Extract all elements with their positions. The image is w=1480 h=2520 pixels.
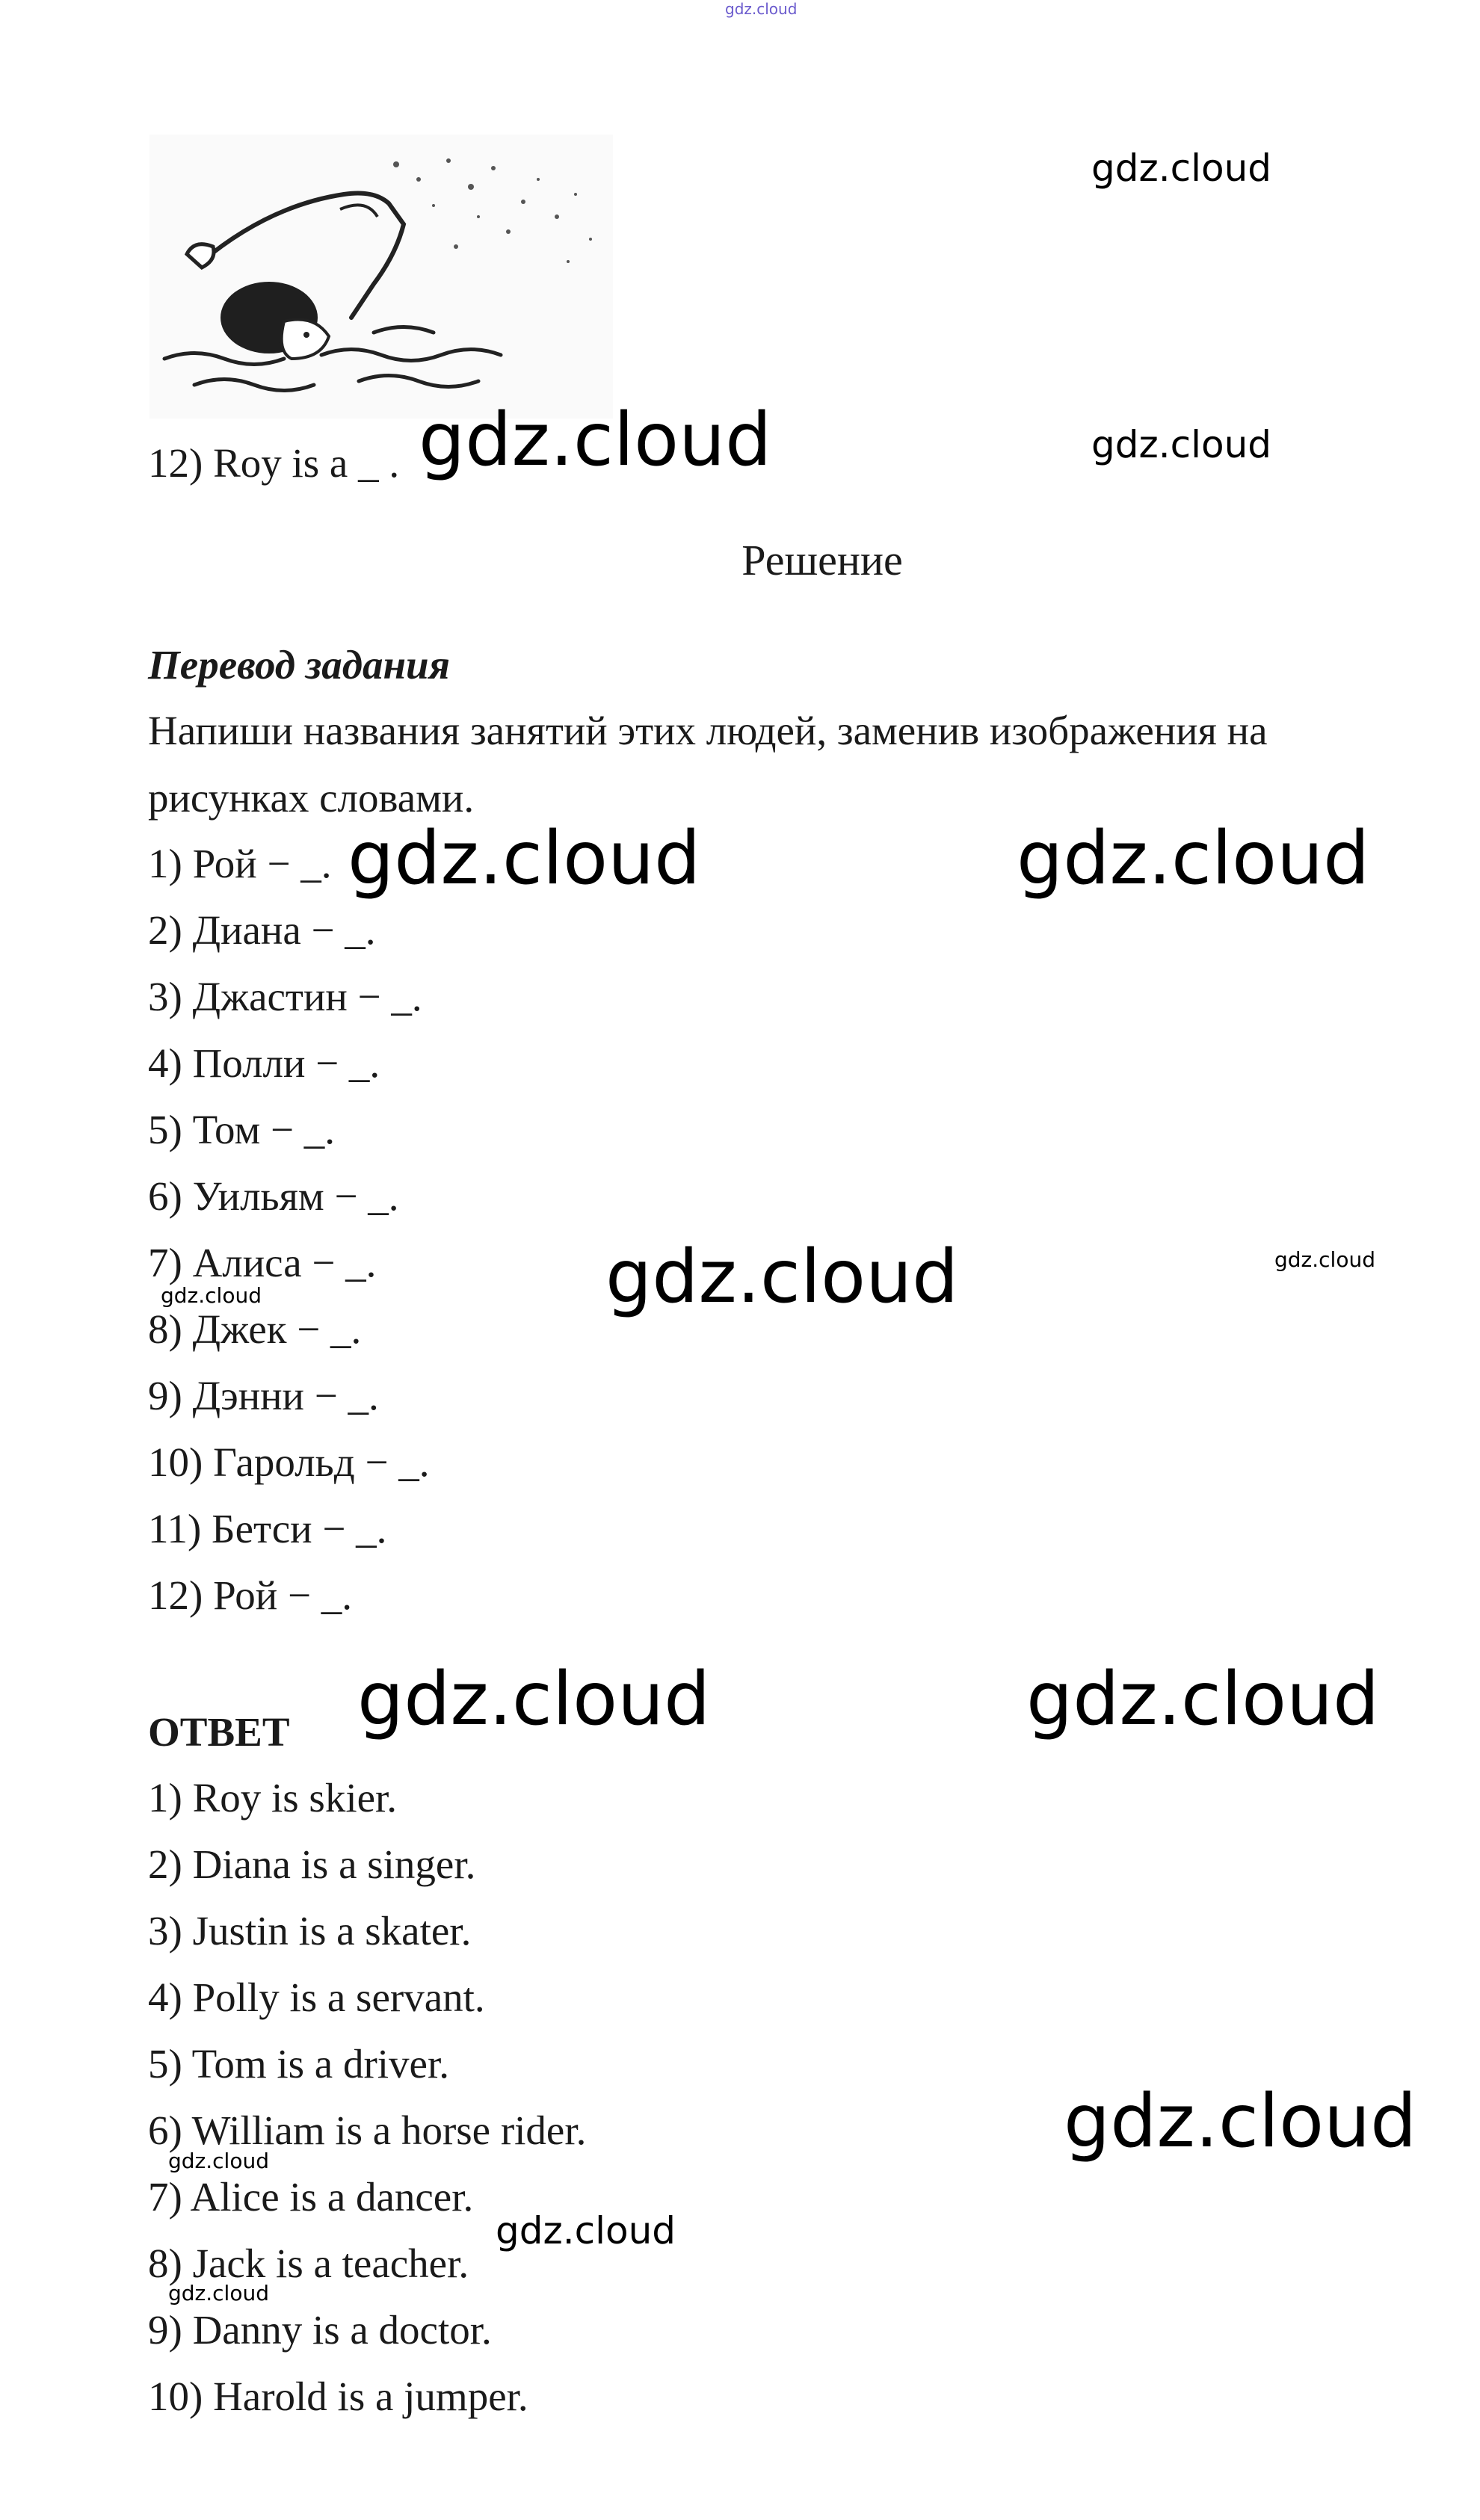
translation-item: 1) Рой − _.: [148, 841, 332, 886]
watermark: gdz.cloud: [1091, 423, 1272, 466]
watermark: gdz.cloud: [1026, 1657, 1380, 1742]
translation-item: 11) Бетси − _.: [148, 1506, 387, 1551]
watermark: gdz.cloud: [1064, 2079, 1417, 2164]
translation-item: 6) Уильям − _.: [148, 1173, 399, 1219]
translation-item: 8) Джек − _.: [148, 1306, 362, 1352]
watermark: gdz.cloud: [168, 2149, 269, 2173]
watermark: gdz.cloud: [168, 2281, 269, 2306]
watermark: gdz.cloud: [1017, 816, 1370, 901]
watermark: gdz.cloud: [357, 1657, 711, 1742]
answer-item: 4) Polly is a servant.: [148, 1974, 485, 2020]
swimmer-illustration: [149, 135, 613, 419]
translation-heading: Перевод задания: [148, 642, 450, 688]
watermark: gdz.cloud: [419, 398, 772, 483]
translation-item: 4) Полли − _.: [148, 1040, 380, 1086]
translation-item: 10) Гарольд − _.: [148, 1439, 430, 1485]
answer-item: 10) Harold is a jumper.: [148, 2374, 528, 2419]
translation-item: 3) Джастин − _.: [148, 974, 422, 1019]
instruction-line-2: рисунках словами.: [148, 775, 475, 821]
watermark: gdz.cloud: [496, 2209, 676, 2252]
solution-title: Решение: [741, 536, 903, 584]
translation-item: 5) Том − _.: [148, 1107, 336, 1152]
answer-heading: ОТВЕТ: [148, 1709, 290, 1755]
translation-item: 9) Дэнни − _.: [148, 1373, 379, 1418]
task-line: 12) Roy is a _ .: [148, 440, 400, 486]
answer-item: 5) Tom is a driver.: [148, 2041, 449, 2087]
translation-item: 2) Диана − _.: [148, 907, 376, 953]
answer-item: 7) Alice is a dancer.: [148, 2174, 474, 2220]
answer-item: 2) Diana is a singer.: [148, 1841, 476, 1887]
answer-item: 3) Justin is a skater.: [148, 1908, 472, 1954]
translation-item: 7) Алиса − _.: [148, 1240, 377, 1285]
translation-item: 12) Рой − _.: [148, 1572, 352, 1618]
watermark: gdz.cloud: [1274, 1247, 1375, 1272]
watermark: gdz.cloud: [605, 1235, 959, 1320]
instruction-line-1: Напиши названия занятий этих людей, заменив изображения на: [148, 708, 1268, 753]
answer-item: 8) Jack is a teacher.: [148, 2240, 469, 2286]
answer-item: 1) Roy is skier.: [148, 1775, 398, 1820]
top-watermark: gdz.cloud: [725, 0, 798, 18]
watermark: gdz.cloud: [161, 1283, 262, 1308]
answer-item: 9) Danny is a doctor.: [148, 2307, 492, 2353]
watermark: gdz.cloud: [1091, 146, 1272, 190]
answer-item: 6) William is a horse rider.: [148, 2107, 587, 2153]
watermark: gdz.cloud: [348, 816, 701, 901]
